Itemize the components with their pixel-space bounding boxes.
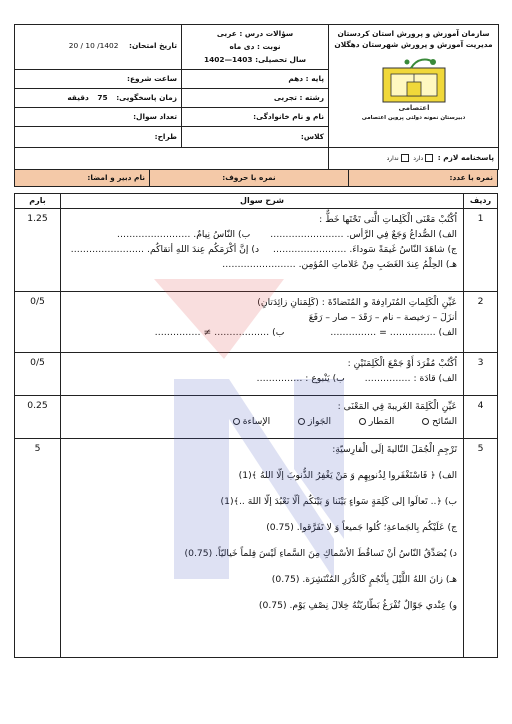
school-name: دبیرستان نمونه دولتی پروین اعتصامی — [361, 115, 466, 121]
q1-d: د) إنَّ أکْرَمَکُم عِندَ اللهِ أتقاکُم. — [147, 244, 260, 255]
org-cell — [329, 25, 499, 148]
question-number: 5 — [464, 439, 498, 658]
answer-blank[interactable]: …………………… — [70, 244, 145, 255]
question-number: 1 — [464, 209, 498, 292]
question-count: تعداد سوال: — [133, 112, 177, 121]
score-number: نمره با عدد: — [349, 170, 498, 187]
exam-date-cell — [15, 25, 182, 70]
col-row: ردیف — [464, 194, 498, 209]
answer-time-label: زمان پاسخگویی: — [116, 93, 177, 102]
question-body — [61, 439, 464, 658]
option[interactable]: المَطار — [356, 414, 394, 429]
school-logo — [377, 54, 451, 112]
score-letters: نمره با حروف: — [150, 170, 349, 187]
question-number: 4 — [464, 396, 498, 439]
radio-circle-icon[interactable] — [233, 418, 240, 425]
q2-b[interactable]: ب) ……………… ≠ …………… — [154, 327, 285, 338]
info-left — [15, 70, 182, 127]
svg-text:اعتصامی: اعتصامی — [398, 104, 429, 112]
class: کلاس: — [182, 127, 329, 148]
designer: طراح: — [15, 127, 182, 148]
option[interactable]: الإساءة — [230, 414, 270, 429]
grade: پایه : دهم — [182, 70, 328, 89]
questions-table — [14, 193, 498, 658]
question-body — [61, 209, 464, 292]
question-row — [15, 209, 498, 292]
radio-circle-icon[interactable] — [298, 418, 305, 425]
question-row — [15, 353, 498, 396]
exam-page — [14, 24, 498, 658]
question-title: عَیِّنِ الْکَلِماتِ المُتَرادِفةَ و المُتَضادّةَ : (کَلِمَتانِ زائِدَتانِ) — [257, 297, 457, 308]
student-name: نام و نام خانوادگی: — [253, 112, 324, 121]
answer-time-value: 75 — [97, 93, 108, 102]
question-title: تَرْجِمِ الْجُمَلَ التّالیةَ إلَی الْفارِسیّةِ: — [332, 444, 457, 455]
q1-a: الف) الصُّداعُ وَجَعٌ فِي الرَّأس. — [346, 229, 457, 240]
q2-a[interactable]: الف) …………… = …………… — [330, 327, 457, 338]
q5-sentence: هـ) زانَ اللهُ اللَّیْلَ بِأنْجُمٍ کَالدُّرَرِ المُنْتَشِرَة. (0.75) — [271, 574, 457, 585]
question-number: 2 — [464, 292, 498, 353]
q5-sentence: ب) ﴿.. تَعالَوا إلی کَلِمَةٍ سَواءٍ بَیْنَنا وَ بَیْنَکُم ألّا نَعْبُدَ إلّا اللهَ ..﴾(1) — [220, 496, 457, 507]
q1-c: ج) شاهَدَ النّاسُ غَیمَةً سَوداءَ. — [349, 244, 457, 255]
question-row — [15, 396, 498, 439]
question-number: 3 — [464, 353, 498, 396]
start-time: ساعت شروع: — [15, 70, 181, 89]
q5-sentence: الف) ﴿ فَاسْتَغْفَروا لِذُنوبِهِم وَ مَنْ یَغْفِرُ الذُّنوبَ إلّا اللهُ ﴾(1) — [238, 470, 457, 481]
no-label: ندارد — [386, 155, 399, 162]
answer-sheet-cell — [329, 148, 499, 170]
empty-cell — [15, 148, 329, 170]
question-row — [15, 439, 498, 658]
radio-circle-icon[interactable] — [359, 418, 366, 425]
answer-blank[interactable]: …………………… — [222, 259, 296, 270]
radio-circle-icon[interactable] — [422, 418, 429, 425]
question-body — [61, 292, 464, 353]
col-desc: شرح سوال — [61, 194, 464, 209]
session: نوبت : دی ماه — [229, 42, 281, 51]
yes-label: دارد — [413, 155, 424, 162]
q1-e: هـ) الحِلْمُ عِندَ الغَضَبِ مِنْ عَلاماتِ المُؤمِن. — [298, 259, 457, 270]
header-table — [14, 24, 499, 170]
q3-b[interactable]: ب) یَنْبوع : …………… — [256, 373, 345, 384]
question-mark: 0/5 — [15, 353, 61, 396]
org-line1: سازمان آموزش و پرورش استان کردستان — [337, 29, 490, 38]
yes-checkbox[interactable] — [425, 154, 433, 162]
q3-a[interactable]: الف) قادَة : …………… — [364, 373, 457, 384]
q5-sentence: ج) عَلَیْکُم بِالجَماعةِ؛ کُلوا جَمیعاً وَ لا تَفَرَّقوا. (0.75) — [266, 522, 457, 533]
question-body — [61, 396, 464, 439]
question-title: اُکْتُبْ مَعْنَی الْکَلِماتِ الَّتی تَحْتَها خَطٌّ : — [319, 214, 457, 225]
no-checkbox[interactable] — [401, 154, 409, 162]
col-mark: بارم — [15, 194, 61, 209]
question-mark: 0/5 — [15, 292, 61, 353]
answer-time — [15, 89, 181, 108]
field: رشته : تجربی — [182, 89, 328, 108]
answer-blank[interactable]: …………………… — [270, 229, 344, 240]
q5-sentence: و) عِنْدي جَوّالٌ تُفْرَغُ بَطّاریّتُهُ خِلالَ نِصْفِ یَوْم. (0.75) — [258, 600, 457, 611]
question-mark: 1.25 — [15, 209, 61, 292]
exam-date-label: تاریخ امتحان: — [129, 41, 177, 50]
option[interactable]: السّائح — [419, 414, 457, 429]
answer-blank[interactable]: …………………… — [116, 229, 191, 240]
question-title: اُکْتُبْ مُفْرَدَ أَوْ جَمْعَ الْکَلِمَتَیْنِ : — [347, 358, 457, 369]
subject-cell — [182, 25, 329, 70]
teacher-sign: نام دبیر و امضا: — [15, 170, 150, 187]
q5-sentence: د) یُصَدِّقُ النّاسُ أنْ تَساقُطَ الأسْماكِ مِنَ السَّماءِ لَیْسَ فِلماً خَیالیّاً. (0.75) — [184, 548, 457, 559]
answer-time-unit: دقیقه — [67, 93, 89, 102]
option[interactable]: الجَواز — [295, 414, 331, 429]
academic-year: سال تحصیلی: 1403—1402 — [204, 55, 306, 64]
question-mark: 0.25 — [15, 396, 61, 439]
question-mark: 5 — [15, 439, 61, 658]
info-mid — [182, 70, 329, 127]
org-line2: مدیریت آموزش و پرورش شهرستان دهگلان — [334, 40, 493, 49]
q1-b: ب) النّاسُ نِیامٌ. — [193, 229, 251, 240]
answer-blank[interactable]: …………………… — [272, 244, 347, 255]
answer-sheet-label: پاسخنامه لازم : — [437, 153, 494, 162]
q2-words: أنزَلَ – رَخیصة – نام – رَقَدَ – صار – رَفَعَ — [308, 312, 457, 323]
exam-date: 20 / 10 /1402 — [68, 41, 119, 50]
subject: سؤالات درس : عربی — [216, 29, 294, 38]
question-row — [15, 292, 498, 353]
grade-bar — [14, 170, 498, 187]
question-title: عَیِّنِ الْکَلِمَةَ الغَریبةَ فِي المَعْنَی : — [337, 401, 457, 412]
question-body — [61, 353, 464, 396]
